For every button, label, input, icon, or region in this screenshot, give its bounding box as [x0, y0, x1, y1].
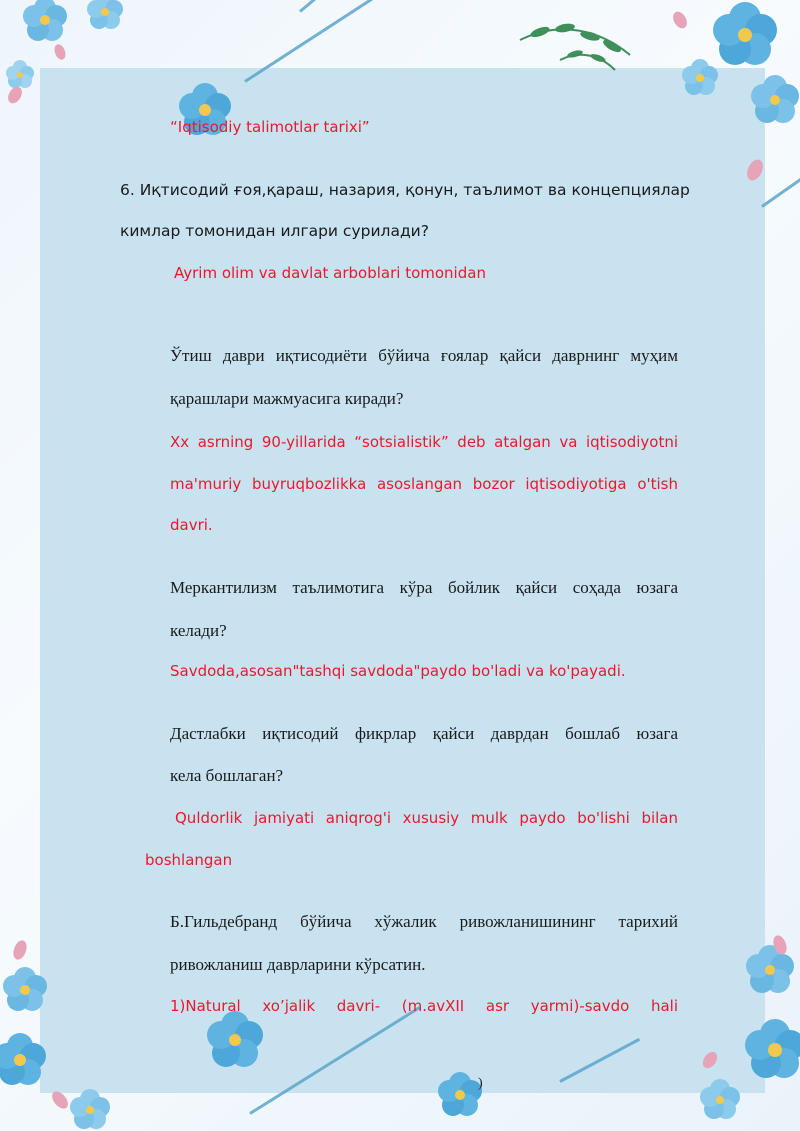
answer-4-line-1: Quldorlik jamiyati aniqrog'i xususiy mulk paydo bo'lishi bilan: [175, 809, 678, 827]
forget-me-not-flower-icon: [700, 934, 800, 1119]
flower-cluster-top-right: [500, 0, 800, 200]
question-2-line-1: Ўтиш даври иқтисодиёти бўйича ғоялар қайси даврнинг муҳим: [170, 346, 678, 365]
forget-me-not-flower-icon: [5, 0, 123, 106]
forget-me-not-flower-icon: [670, 2, 799, 183]
answer-3-line-1: Savdoda,asosan"tashqi savdoda"paydo bo'ladi va ko'payadi.: [170, 662, 626, 680]
answer-2-line-3: davri.: [170, 516, 213, 534]
page-number: ): [478, 1076, 483, 1091]
question-4-line-2: кела бошлаган?: [170, 766, 284, 785]
question-1-line-2: кимлар томонидан илгари сурилади?: [120, 222, 429, 240]
subject-title: “Iqtisodiy talimotlar tarixi”: [170, 118, 370, 136]
question-4-line-1: Дастлабки иқтисодий фикрлар қайси даврдан бошлаб юзага: [170, 724, 678, 743]
answer-1-line-1: Ayrim olim va davlat arboblari tomonidan: [174, 264, 486, 282]
question-5-line-2: ривожланиш даврларини кўрсатин.: [170, 955, 426, 974]
question-2-line-2: қарашлари мажмуасига киради?: [170, 389, 404, 408]
forget-me-not-flower-icon: [438, 1072, 482, 1116]
forget-me-not-flower-icon: [0, 939, 110, 1129]
flower-cluster-top-left: [0, 0, 160, 130]
answer-2-line-1: Xx asrning 90-yillarida “sotsialistik” deb atalgan va iqtisodiyotni: [170, 433, 678, 451]
leaf-sprig-icon: [520, 22, 630, 70]
question-3-line-2: келади?: [170, 621, 227, 640]
question-5-line-1: Б.Гильдебранд бўйича хўжалик ривожланишининг тарихий: [170, 912, 678, 931]
answer-5-line-1: 1)Natural xo’jalik davri- (m.avXII asr yarmi)-savdo hali: [170, 997, 678, 1015]
question-1-line-1: 6. Иқтисодий ғоя,қараш, назария, қонун, таълимот ва концепциялар: [120, 181, 690, 199]
flower-bottom-center: [430, 1060, 510, 1131]
answer-4-line-2: boshlangan: [145, 851, 233, 869]
answer-2-line-2: ma'muriy buyruqbozlikka asoslangan bozor iqtisodiyotiga o'tish: [170, 475, 678, 493]
flower-cluster-bottom-left: [0, 930, 160, 1131]
forget-me-not-flower-icon: [207, 1011, 263, 1067]
question-3-line-1: Меркантилизм таълимотига кўра бойлик қайси соҳада юзага: [170, 578, 678, 597]
flower-cluster-bottom-right: [640, 930, 800, 1131]
